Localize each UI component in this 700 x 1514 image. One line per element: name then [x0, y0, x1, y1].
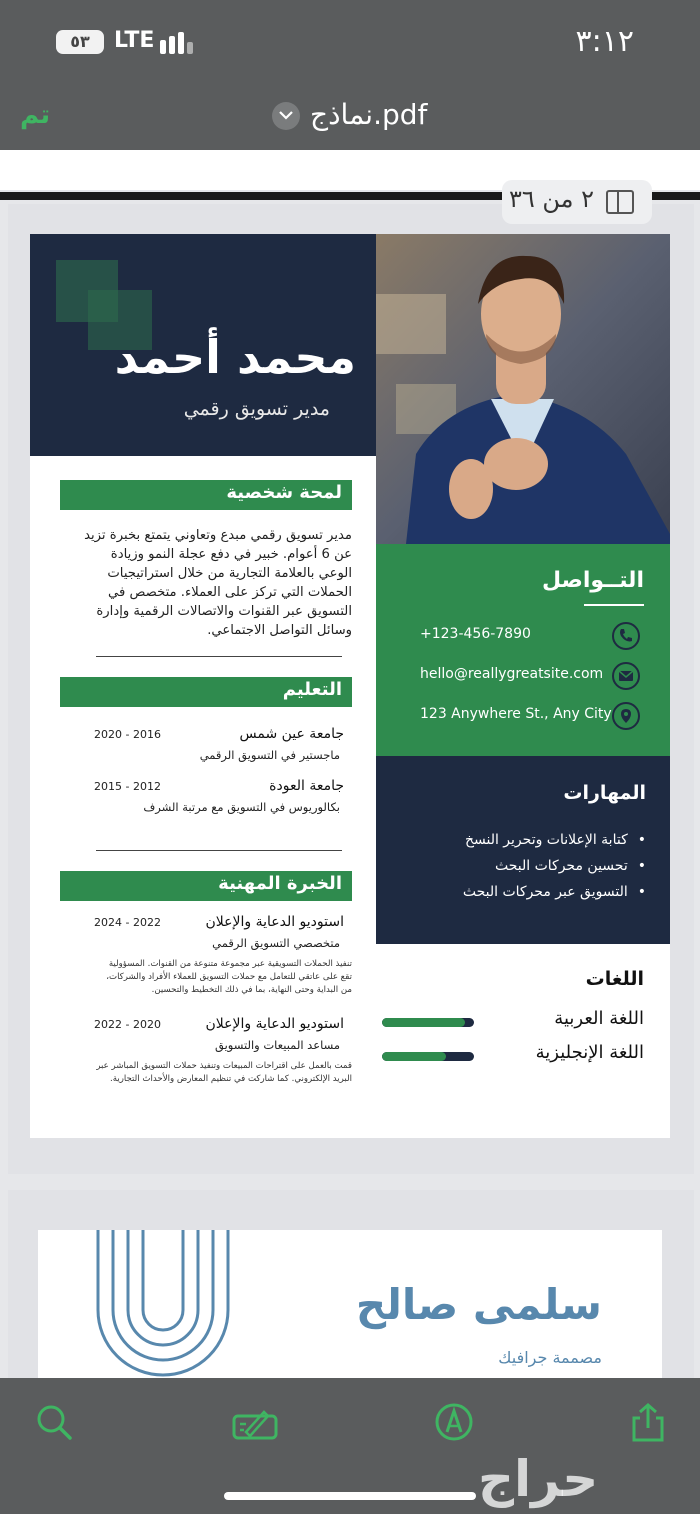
heading-underline	[584, 604, 644, 606]
search-icon[interactable]	[34, 1402, 74, 1442]
page-indicator-label: ٢ من ٣٦	[508, 185, 594, 213]
home-indicator[interactable]	[224, 1492, 476, 1500]
language-level-bar	[382, 1018, 474, 1027]
next-pdf-page	[8, 1190, 694, 1378]
experience-description: قمت بالعمل على اقتراحات المبيعات وتنفيذ حملات التسويق المباشر عبر البريد الإلكتروني. كما شاركت في تنظيم المعارض والأحداث التجارية.	[96, 1061, 352, 1084]
language-row	[364, 1008, 644, 1038]
contact-heading: التــواصل	[541, 568, 644, 593]
network-type: LTE	[114, 28, 155, 53]
done-button[interactable]: تم	[20, 100, 51, 130]
contact-row-phone	[376, 622, 670, 652]
language-level-bar	[382, 1052, 474, 1061]
language-name: اللغة الإنجليزية	[535, 1042, 644, 1063]
experience-heading: الخبرة المهنية	[60, 871, 352, 901]
resume-document	[30, 234, 670, 1138]
experience-role: متخصصي التسويق الرقمي	[212, 936, 340, 950]
nav-bar	[0, 88, 700, 150]
skills-list	[463, 832, 646, 910]
skill-item: • التسويق عبر محركات البحث	[463, 884, 646, 900]
page-indicator[interactable]	[502, 180, 652, 224]
experience-years: 2022 - 2020	[94, 1018, 161, 1031]
languages-heading: اللغات	[585, 968, 644, 990]
resume-job-title: مدير تسويق رقمي	[183, 398, 330, 420]
education-degree: بكالوريوس في التسويق مع مرتبة الشرف	[143, 800, 340, 814]
mail-icon	[612, 662, 640, 690]
profile-text: مدير تسويق رقمي مبدع وتعاوني يتمتع بخبرة تزيد عن 6 أعوام. خبير في دفع عجلة النمو وزيادة الوعي بالعلامة التجارية من خلال استراتيجيات الحملات التي تركز على العملاء. متخصص في التسويق عبر القنوات والاتصالات الرقمية وإدارة وسائل التواصل الاجتماعي.	[84, 528, 352, 638]
experience-company: استوديو الدعاية والإعلان	[205, 1016, 344, 1032]
next-page-content	[38, 1230, 662, 1378]
portrait-illustration	[376, 234, 670, 544]
document-title[interactable]: نماذج.pdf	[310, 98, 428, 131]
location-icon	[612, 702, 640, 730]
contact-address: 123 Anywhere St., Any City	[420, 706, 612, 722]
education-years: 2015 - 2012	[94, 780, 161, 793]
experience-description: تنفيذ الحملات التسويقية عبر مجموعة متنوعة من القنوات. المسؤولية تقع على عاتقي للتعامل مع حملات التسويق للعملاء الأفراد والشركات، من البداية وحتى النهاية، بما في ذلك التخطيط والتحسين.	[106, 959, 352, 995]
divider	[96, 656, 342, 657]
resume-header	[30, 234, 376, 456]
next-resume-name: سلمى صالح	[355, 1280, 602, 1329]
clock: ٣:١٢	[575, 24, 634, 59]
education-school: جامعة عين شمس	[239, 726, 344, 742]
skills-section	[376, 756, 670, 944]
language-name: اللغة العربية	[554, 1008, 644, 1029]
signal-icon	[160, 30, 200, 54]
watermark-logo: حراج	[478, 1450, 599, 1508]
language-level-fill	[382, 1052, 446, 1061]
education-heading: التعليم	[60, 677, 352, 707]
experience-company: استوديو الدعاية والإعلان	[205, 914, 344, 930]
title-menu-button[interactable]	[272, 102, 300, 130]
chevron-down-icon	[279, 111, 293, 121]
share-icon[interactable]	[628, 1402, 668, 1442]
resume-name: محمد أحمد	[114, 330, 356, 384]
contact-email: hello@reallygreatsite.com	[420, 666, 604, 682]
next-resume-job-title: مصممة جرافيك	[498, 1348, 602, 1367]
education-school: جامعة العودة	[269, 778, 344, 794]
annotate-icon[interactable]	[434, 1402, 474, 1442]
language-row	[364, 1042, 644, 1072]
arches-graphic	[88, 1230, 238, 1378]
education-years: 2020 - 2016	[94, 728, 161, 741]
sidebar-icon	[606, 190, 634, 214]
markup-icon[interactable]	[232, 1402, 278, 1442]
battery-indicator: ٥٣	[56, 30, 104, 54]
skill-item: • تحسين محركات البحث	[463, 858, 646, 874]
skill-item: • كتابة الإعلانات وتحرير النسخ	[463, 832, 646, 848]
education-degree: ماجستير في التسويق الرقمي	[199, 748, 340, 762]
profile-photo	[376, 234, 670, 544]
phone-icon	[612, 622, 640, 650]
divider	[96, 850, 342, 851]
experience-role: مساعد المبيعات والتسويق	[214, 1038, 340, 1052]
contact-row-email	[376, 662, 670, 692]
skills-heading: المهارات	[563, 782, 646, 804]
profile-heading: لمحة شخصية	[60, 480, 352, 510]
contact-row-address	[376, 702, 670, 732]
experience-years: 2024 - 2022	[94, 916, 161, 929]
status-bar	[0, 0, 700, 88]
language-level-fill	[382, 1018, 465, 1027]
contact-phone: +123-456-7890	[420, 626, 531, 642]
contact-section	[376, 544, 670, 756]
